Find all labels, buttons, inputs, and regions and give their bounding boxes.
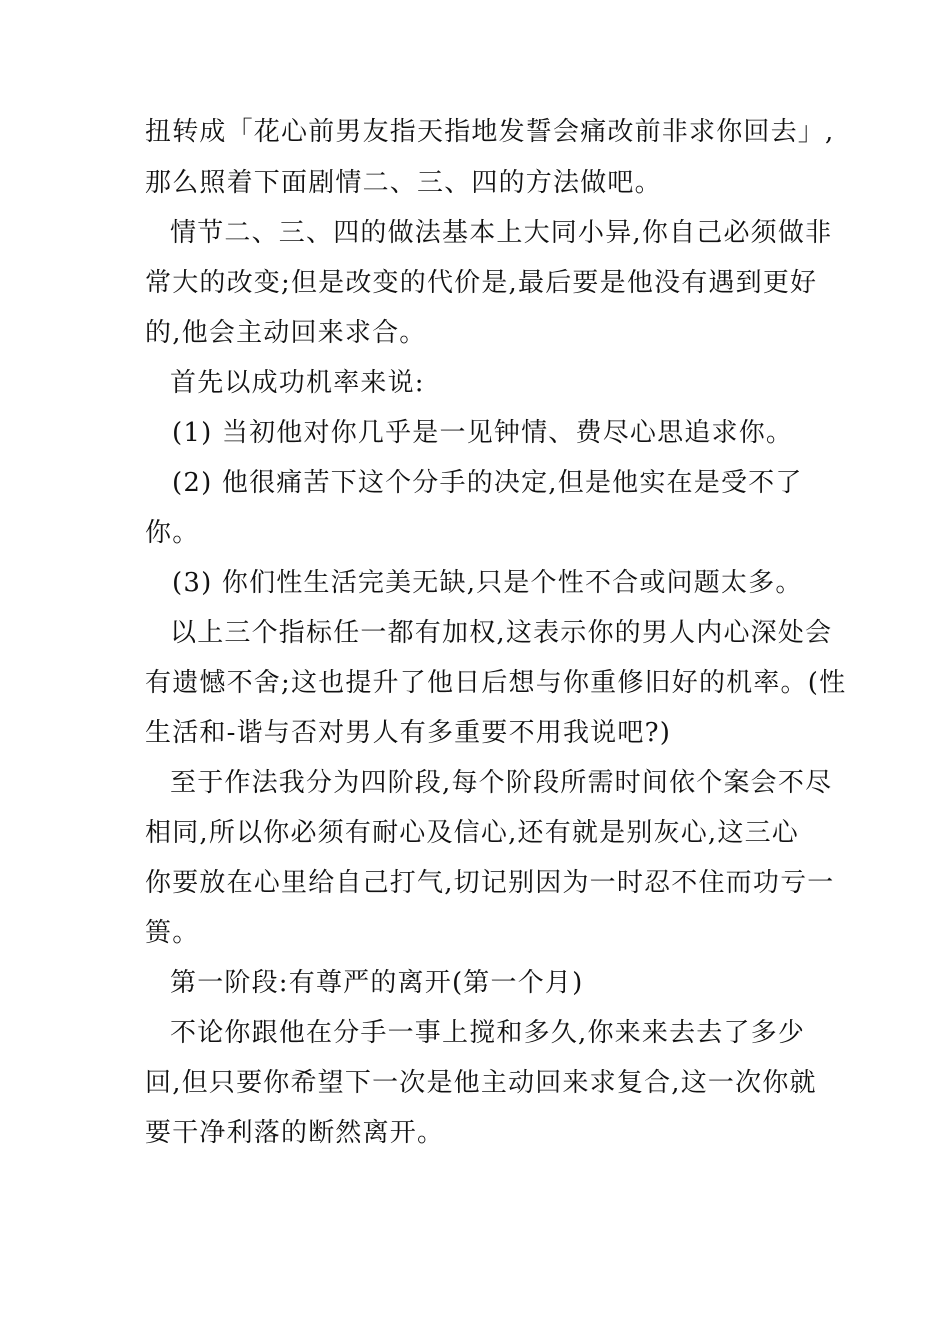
text-line: 有遗憾不舍;这也提升了他日后想与你重修旧好的机率。(性	[145, 668, 847, 698]
text-line: 回,但只要你希望下一次是他主动回来求复合,这一次你就	[145, 1068, 817, 1098]
text-line: 那么照着下面剧情二、三、四的方法做吧。	[145, 168, 662, 198]
text-line: 篑。	[145, 918, 200, 948]
text-line: 的,他会主动回来求合。	[145, 318, 427, 348]
section-heading-line: 第一阶段:有尊严的离开(第一个月)	[170, 968, 584, 998]
list-item-line: (1) 当初他对你几乎是一见钟情、费尽心思追求你。	[172, 418, 794, 448]
paragraph-start-line: 情节二、三、四的做法基本上大同小异,你自己必须做非	[170, 218, 833, 248]
text-line: 常大的改变;但是改变的代价是,最后要是他没有遇到更好	[145, 268, 818, 298]
text-line: 要干净利落的断然离开。	[145, 1118, 445, 1148]
text-line: 相同,所以你必须有耐心及信心,还有就是别灰心,这三心	[145, 818, 799, 848]
paragraph-start-line: 以上三个指标任一都有加权,这表示你的男人内心深处会	[170, 618, 833, 648]
list-item-line: (2) 他很痛苦下这个分手的决定,但是他实在是受不了	[172, 468, 803, 498]
text-line: 扭转成「花心前男友指天指地发誓会痛改前非求你回去」,	[145, 117, 835, 147]
paragraph-start-line: 至于作法我分为四阶段,每个阶段所需时间依个案会不尽	[170, 768, 833, 798]
list-item-line: (3) 你们性生活完美无缺,只是个性不合或问题太多。	[172, 568, 803, 598]
text-line: 生活和-谐与否对男人有多重要不用我说吧?)	[145, 718, 672, 748]
text-line: 你。	[145, 518, 200, 548]
paragraph-start-line: 不论你跟他在分手一事上搅和多久,你来来去去了多少	[170, 1018, 806, 1048]
text-line: 你要放在心里给自己打气,切记别因为一时忍不住而功亏一	[145, 868, 835, 898]
paragraph-start-line: 首先以成功机率来说:	[170, 368, 425, 398]
